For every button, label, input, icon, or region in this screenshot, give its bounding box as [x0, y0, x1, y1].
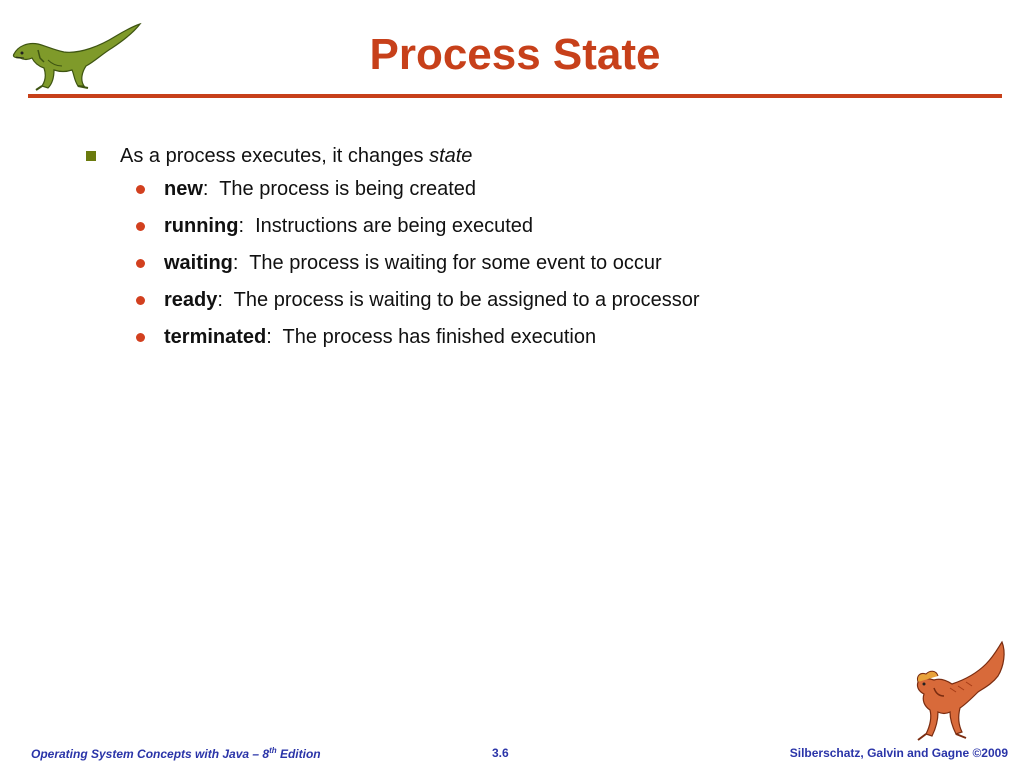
state-description: : Instructions are being executed [238, 215, 534, 237]
page-title: Process State [369, 30, 661, 79]
state-description: : The process is waiting for some event to occur [232, 252, 662, 274]
dot-bullet-icon [136, 222, 145, 231]
list-item [86, 245, 986, 282]
dot-bullet-icon [136, 259, 145, 268]
state-term: new [164, 178, 203, 200]
list-item [86, 282, 986, 319]
square-bullet-icon [86, 151, 96, 161]
list-item [86, 319, 986, 356]
list-item [86, 208, 986, 245]
state-term: running [164, 215, 239, 237]
state-list [86, 171, 986, 356]
main-bullet [86, 141, 986, 171]
state-term: waiting [164, 252, 233, 274]
state-term: terminated [164, 326, 267, 348]
red-dinosaur-icon [906, 638, 1010, 746]
dot-bullet-icon [136, 296, 145, 305]
state-description: : The process is waiting to be assigned to a processor [217, 289, 700, 311]
list-item [86, 171, 986, 208]
main-bullet-text: As a process executes, it changes state [120, 144, 473, 167]
footer-book-title: Operating System Concepts with Java – 8th Edition [31, 746, 321, 761]
dot-bullet-icon [136, 333, 145, 342]
footer-copyright: Silberschatz, Galvin and Gagne ©2009 [789, 746, 1008, 760]
emphasis-text: state [429, 144, 473, 167]
footer-page-number: 3.6 [492, 746, 509, 760]
state-description: : The process is being created [202, 178, 477, 200]
state-description: : The process has finished execution [266, 326, 597, 348]
state-term: ready [164, 289, 218, 311]
dot-bullet-icon [136, 185, 145, 194]
slide-content [86, 141, 986, 356]
title-divider [28, 94, 1002, 98]
